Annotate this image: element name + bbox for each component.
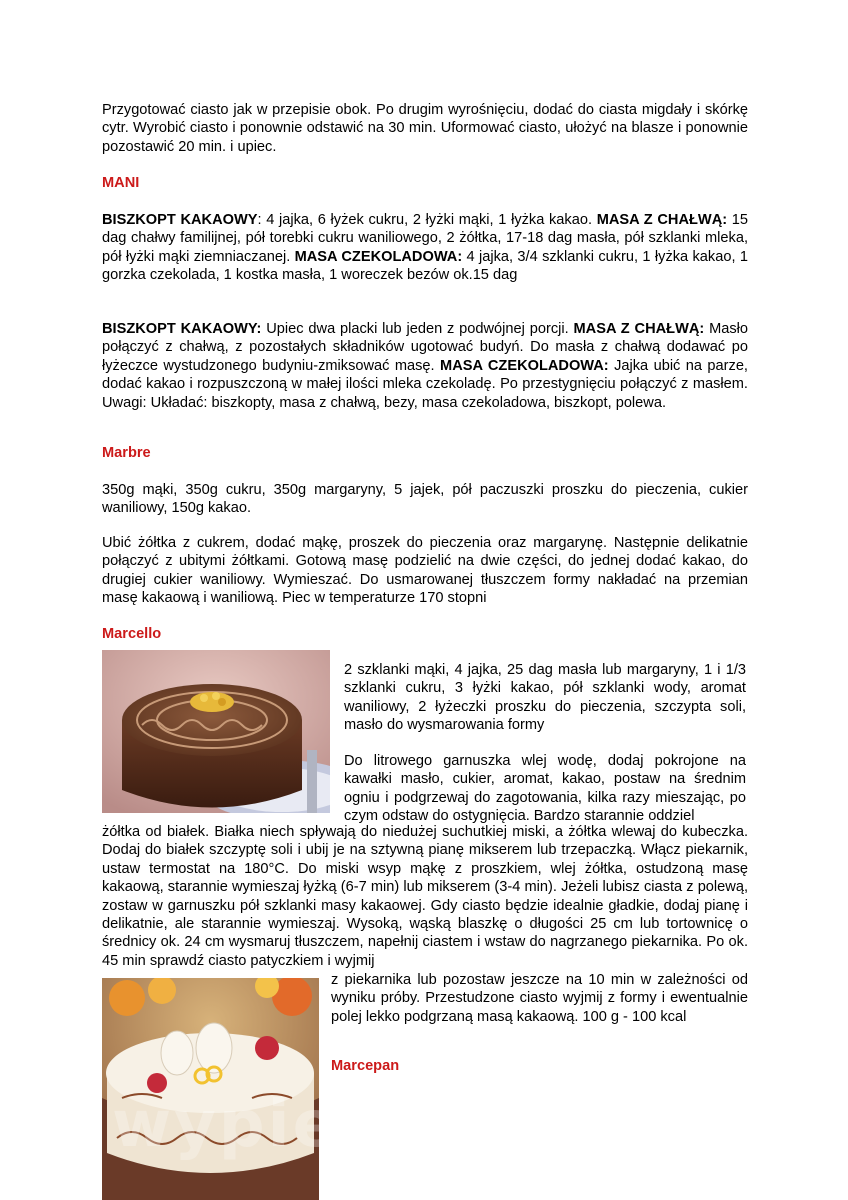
label-masa-czekoladowa: MASA CZEKOLADOWA: (294, 248, 463, 265)
recipe-title-marcepan: Marcepan (331, 1058, 400, 1074)
label-masa-chalwa: MASA Z CHAŁWĄ: (596, 212, 728, 228)
chocolate-cake-image (102, 650, 330, 813)
label-masa-chalwa-method: MASA Z CHAŁWĄ: (573, 321, 705, 337)
watermark: wypiekidomowe.pl (112, 1088, 832, 1162)
marcello-ingredients: 2 szklanki mąki, 4 jajka, 25 dag masła lub margaryny, 1 i 1/3 szklanki cukru, 3 łyżki kakao, pół szklanki wody, aromat waniliowy, 2 łyżeczki proszku do pieczenia, szczypta soli, masło do wysmarowania formy (344, 662, 746, 734)
label-masa-czekoladowa-method: MASA CZEKOLADOWA: (440, 357, 609, 374)
marcello-method-side: Do litrowego garnuszka wlej wodę, dodaj pokrojone na kawałki masło, cukier, aromat, kakao, postaw na średnim ogniu i podgrzewaj do zagotowania, kilka razy mieszając, po czym odstaw do ostygnięcia. Bardzo starannie oddziel (344, 753, 746, 825)
marcello-method-full: żółtka od białek. Białka niech spływają do niedużej suchutkiej miski, a żółtka wlewaj do kubeczka. Dodaj do białek szczyptę soli i ubij je na sztywną pianę mikserem lub trzepaczką. Włącz piekarnik, ustaw termostat na 180°C. Do miski wsyp mąkę z proszkiem, wlej żółtka, ostudzoną masę kakaową, starannie wymieszaj łyżką (6-7 min) lub mikserem (3-4 min). Jeżeli lubisz ciasta z polewą, zostaw w garnuszku pół szklanki masy kakaowej. Gdy ciasto będzie idealnie gładkie, dodaj pianę i delikatnie, ale starannie wymieszaj. Wysoką, wąską blaszkę o długości 25 cm lub tortownicę o średnicy ok. 24 cm wysmaruj tłuszczem, napełnij ciastem i wstaw do nagrzanego piekarnika. Po ok. 45 min sprawdź ciasto patyczkiem i wyjmij (102, 824, 748, 969)
marcello-cake-photo (102, 650, 330, 813)
intro-paragraph: Przygotować ciasto jak w przepisie obok. Po drugim wyrośnięciu, dodać do ciasta migdały i skórkę cytr. Wyrobić ciasto i ponownie odstawić na 30 min. Uformować ciasto, ułożyć na blasze i ponownie pozostawić 20 min. i upiec. (102, 102, 748, 155)
label-biszkopt: BISZKOPT KAKAOWY (102, 212, 258, 228)
label-biszkopt-method: BISZKOPT KAKAOWY: (102, 321, 262, 337)
mani-ingredients: BISZKOPT KAKAOWY: 4 jajka, 6 łyżek cukru, 2 łyżki mąki, 1 łyżka kakao. MASA Z CHAŁWĄ: 15 dag chałwy familijnej, pół torebki cukru waniliowego, 2 żółtka, 17-18 dag masła, pół szklanki mleka, pół łyżki mąki ziemniaczanej. MASA CZEKOLADOWA: 4 jajka, 3/4 szklanki cukru, 1 łyżka kakao, 1 gorzka czekolada, 1 kostka masła, 1 woreczek bezów ok.15 dag (102, 212, 749, 284)
marbre-method: Ubić żółtka z cukrem, dodać mąkę, proszek do pieczenia oraz margarynę. Następnie delikatnie połączyć z ubitymi żółtkami. Gotową masę podzielić na dwie części, do jednej dodać kakao, do drugiej cukier waniliowy. Wymieszać. Do usmarowanej tłuszczem formy nakładać na przemian masę kakaową i waniliową. Piec w temperaturze 170 stopni (102, 535, 748, 607)
recipe-title-marcello: Marcello (102, 626, 162, 642)
recipe-title-marbre: Marbre (102, 445, 151, 461)
marbre-ingredients: 350g mąki, 350g cukru, 350g margaryny, 5 jajek, pół paczuszki proszku do pieczenia, cukier waniliowy, 150g kakao. (102, 482, 748, 517)
mani-method: BISZKOPT KAKAOWY: Upiec dwa placki lub jeden z podwójnej porcji. MASA Z CHAŁWĄ: Masło połączyć z chałwą, z pozostałych składników ugotować budyń. Do masła z chałwą dodawać po łyżeczce wystudzonego budyniu-zmiksować masę. MASA CZEKOLADOWA: Jajka ubić na parze, dodać kakao i rozpuszczoną w małej ilości mleka czekoladę. Po przestygnięciu połączyć z masłem. Uwagi: Układać: biszkopty, masa z chałwą, bezy, masa czekoladowa, biszkopt, polewa. (102, 321, 749, 411)
recipe-title-mani: MANI (102, 175, 140, 191)
marcello-method-end: z piekarnika lub pozostaw jeszcze na 10 min w zależności od wyniku próby. Przestudzone ciasto wyjmij z formy i ewentualnie polej lekko podgrzaną masą kakaową. 100 g - 100 kcal (331, 972, 748, 1025)
